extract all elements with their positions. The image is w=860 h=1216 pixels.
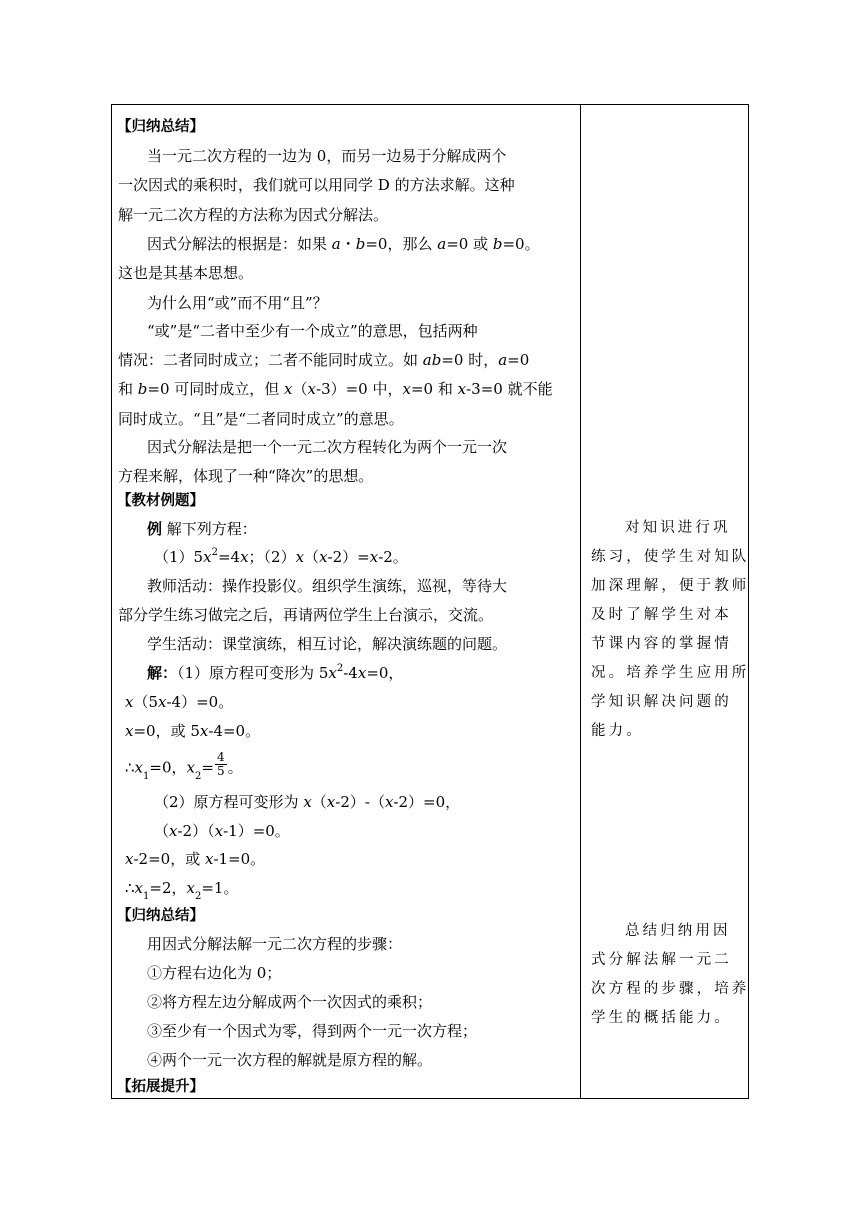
solution-line: x-2=0，或 x-1=0。 bbox=[125, 850, 266, 868]
or-explain-line: 情况：二者同时成立；二者不能同时成立。如 ab=0 时，a=0 bbox=[118, 351, 530, 369]
column-divider bbox=[580, 105, 581, 1098]
step-item: ③至少有一个因式为零，得到两个一元一次方程； bbox=[147, 1022, 478, 1040]
side-note-2-line: 次方程的步骤，培养 bbox=[591, 981, 750, 997]
step-item: ④两个一元一次方程的解就是原方程的解。 bbox=[147, 1051, 433, 1069]
reduce-line: 方程来解，体现了一种“降次”的思想。 bbox=[118, 467, 374, 485]
solution-line: $\therefore x_1=2$，$x_2=1$。 bbox=[125, 879, 239, 902]
summary-heading-1: 【归纳总结】 bbox=[117, 119, 204, 135]
summary-text-line: 解一元二次方程的方法称为因式分解法。 bbox=[118, 206, 389, 224]
side-note-1-line: 加深理解，便于教师 bbox=[591, 578, 750, 594]
basis-line-2: 这也是其基本思想。 bbox=[118, 264, 254, 282]
extend-heading: 【拓展提升】 bbox=[117, 1079, 204, 1095]
steps-intro: 用因式分解法解一元二次方程的步骤： bbox=[147, 935, 403, 953]
step-item: ②将方程左边分解成两个一次因式的乘积； bbox=[147, 993, 433, 1011]
summary-heading-2: 【归纳总结】 bbox=[117, 908, 204, 924]
teacher-activity: 部分学生练习做完之后，再请两位学生上台演示，交流。 bbox=[118, 606, 494, 624]
basis-line: 因式分解法的根据是：如果 a・b=0，那么 a=0 或 b=0。 bbox=[147, 235, 540, 253]
solution-line: $\therefore x_1=0$，$x_2=$ $\frac{4}{5}$ 。 bbox=[125, 750, 243, 782]
side-note-1-line: 及时了解学生对本 bbox=[591, 607, 732, 623]
step-item: ①方程右边化为 0； bbox=[147, 964, 282, 982]
summary-text-line: 一次因式的乘积时，我们就可以用同学 D 的方法求解。这种 bbox=[118, 176, 515, 194]
summary-text-line: 当一元二次方程的一边为 0，而另一边易于分解成两个 bbox=[147, 147, 507, 165]
reduce-line: 因式分解法是把一个一元二次方程转化为两个一元一次 bbox=[147, 438, 508, 456]
or-explain-line: 同时成立。“且”是“二者同时成立”的意思。 bbox=[118, 410, 404, 428]
example-intro: 例 解下列方程： bbox=[147, 520, 257, 538]
side-note-2-line: 学生的概括能力。 bbox=[591, 1010, 732, 1026]
side-note-2-line: 总结归纳用因 bbox=[625, 923, 731, 939]
solution-line: （2）原方程可变形为 x（x-2）-（x-2）=0， bbox=[154, 793, 461, 811]
teacher-activity: 教师活动：操作投影仪。组织学生演练，巡视，等待大 bbox=[147, 577, 508, 595]
example-heading: 【教材例题】 bbox=[117, 493, 204, 509]
side-note-1-line: 况。培养学生应用所 bbox=[591, 665, 750, 681]
example-equations: $(1)5x^2=4x$；（2）x（x-2）=x-2。 bbox=[154, 547, 408, 566]
side-note-1-line: 节课内容的掌握情 bbox=[591, 636, 732, 652]
or-explain-line: 和 b=0 可同时成立，但 x（x-3）=0 中，x=0 和 x-3=0 就不能 bbox=[118, 380, 553, 398]
lesson-table bbox=[111, 104, 749, 1099]
question-line: 为什么用“或”而不用“且”？ bbox=[147, 294, 328, 312]
fraction: $\frac{4}{5}$ bbox=[216, 750, 225, 778]
student-activity: 学生活动：课堂演练，相互讨论，解决演练题的问题。 bbox=[147, 635, 508, 653]
or-explain-line: “或”是“二者中至少有一个成立”的意思，包括两种 bbox=[147, 322, 478, 340]
side-note-1-line: 对知识进行巩 bbox=[625, 520, 731, 536]
side-note-1-line: 能力。 bbox=[591, 723, 644, 739]
solution-line: （x-2）（x-1）=0。 bbox=[154, 822, 290, 840]
solution-line: x=0，或 5x-4=0。 bbox=[125, 722, 261, 740]
solution-line: 解：（1）原方程可变形为 $5x^2-4x=0$， bbox=[147, 663, 404, 682]
side-note-1-line: 练习，使学生对知队 bbox=[591, 549, 750, 565]
side-note-1-line: 学知识解决问题的 bbox=[591, 694, 732, 710]
solution-line: x（5x-4）=0。 bbox=[125, 693, 234, 711]
side-note-2-line: 式分解法解一元二 bbox=[591, 952, 732, 968]
